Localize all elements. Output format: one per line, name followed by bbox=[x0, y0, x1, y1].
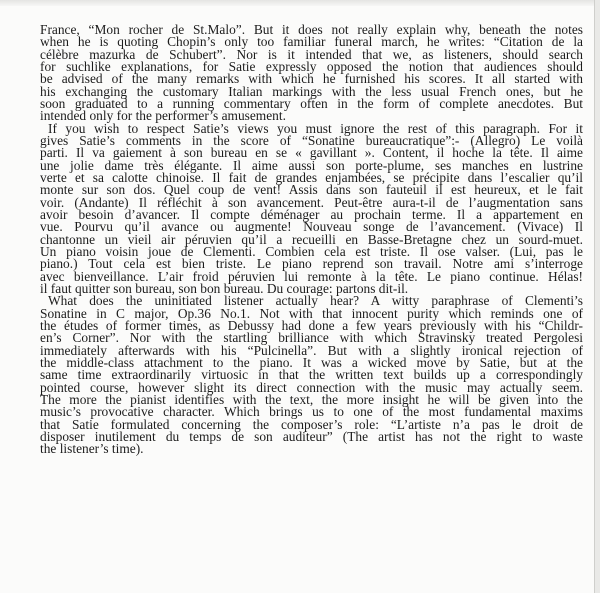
text-line: the listener’s time). bbox=[40, 441, 144, 457]
scan-top-shadow bbox=[0, 0, 600, 6]
text-line: avec bienveillance. L’air froid péruvien lui remonte à la tête. Le piano continue. Hélas! bbox=[40, 268, 583, 284]
text-line: If you wish to respect Satie’s views you must ignore the rest of this paragraph. For it bbox=[48, 120, 583, 136]
text-line: intended only for the performer’s amusement. bbox=[40, 108, 286, 124]
text-line: be advised of the many remarks with which he furnished his scores. It all started with bbox=[40, 71, 583, 87]
text-line: parti. Il va gaiement à son bureau en se « gavillant ». Content, il hoche la tête. Il aime bbox=[40, 145, 583, 161]
text-line: verte et sa calotte chinoise. Il fait de grandes enjambées, se précipite dans l’escalier qu’il bbox=[40, 169, 583, 185]
text-line: Un piano voisin joue de Clementi. Combien cela est triste. Il ose valser. (Lui, pas le bbox=[40, 243, 583, 259]
text-line: The more the pianist identifies with the text, the more insight he will be given into the bbox=[40, 391, 583, 407]
text-line: disposer inutilement du temps de son auditeur” (The artist has not the right to waste bbox=[40, 428, 583, 444]
scan-right-edge bbox=[594, 0, 600, 593]
text-line: that Satie formulated concerning the composer’s role: “L’artiste n’a pas le droit de bbox=[40, 416, 583, 432]
text-line: soon graduated to a running commentary often in the form of complete anecdotes. But bbox=[40, 95, 583, 111]
text-line: il faut quitter son bureau, son bon bureau. Du courage: partons dit-il. bbox=[40, 280, 409, 296]
text-line: the middle-class attachment to the piano. It was a wicked move by Satie, but at the bbox=[40, 354, 583, 370]
text-line: voir. (Andante) Il réfléchit à son avancement. Peut-être aura-t-il de l’augmentation sans bbox=[40, 194, 583, 210]
text-line: monte sur son dos. Quel coup de vent! Assis dans son fauteuil il est heureux, et le fait bbox=[40, 182, 583, 198]
text-line: vue. Pourvu qu’il avance ou augmente! Nouveau songe de l’avancement. (Vivace) Il bbox=[40, 219, 583, 235]
text-line: gives Satie’s comments in the score of “Sonatine bureaucratique”:- (Allegro) Le voilà bbox=[40, 132, 583, 148]
text-line: his exchanging the customary Italian markings with the less usual French ones, but he bbox=[40, 83, 583, 99]
text-line: same time extraordinarily virtuosic in that the written text builds up a correspondingly bbox=[40, 367, 583, 383]
text-line: when he is quoting Chopin’s only too familiar funeral march, he writes: “Citation de la bbox=[40, 34, 583, 50]
text-line: What does the uninitiated listener actually hear? A witty paraphrase of Clementi’s bbox=[48, 293, 583, 309]
text-line: avoir besoin d’avancer. Il compte déménager au prochain terme. Il a appartement en bbox=[40, 206, 583, 222]
text-line: piano.) Tout cela est bien triste. Le piano reprend son travail. Notre ami s’interroge bbox=[40, 256, 583, 272]
text-line: music’s provocative character. Which brings us to one of the most fundamental maxims bbox=[40, 404, 583, 420]
text-line: célèbre mazurka de Schubert”. Nor is it intended that we, as listeners, should search bbox=[40, 46, 583, 62]
text-line: Sonatine in C major, Op.36 No.1. Not with that innocent purity which reminds one of bbox=[40, 305, 583, 321]
text-line: France, “Mon rocher de St.Malo”. But it does not really explain why, beneath the notes bbox=[40, 22, 583, 37]
text-line: pointed course, however slight its direct connection with the music may actually seem. bbox=[40, 379, 583, 395]
text-line: immediately afterwards with his “Pulcinella”. But with a slightly ironical rejection of bbox=[40, 342, 583, 358]
body-text bbox=[40, 24, 583, 455]
text-line: for suchlike explanations, for Satie expressly opposed the notion that audiences should bbox=[40, 58, 583, 74]
text-line: en’s Corner”. Nor with the startling brilliance with which Stravinsky treated Pergolesi bbox=[40, 330, 583, 346]
text-line: chantonne un vieil air péruvien qu’il a recueilli en Basse-Bretagne chez un sourd-muet. bbox=[40, 231, 583, 247]
text-line: une jolie dame très élégante. Il aime aussi son porte-plume, ses manches en lustrine bbox=[40, 157, 583, 173]
text-line: the études of former times, as Debussy had done a few years previously with his “Childr- bbox=[40, 317, 583, 333]
